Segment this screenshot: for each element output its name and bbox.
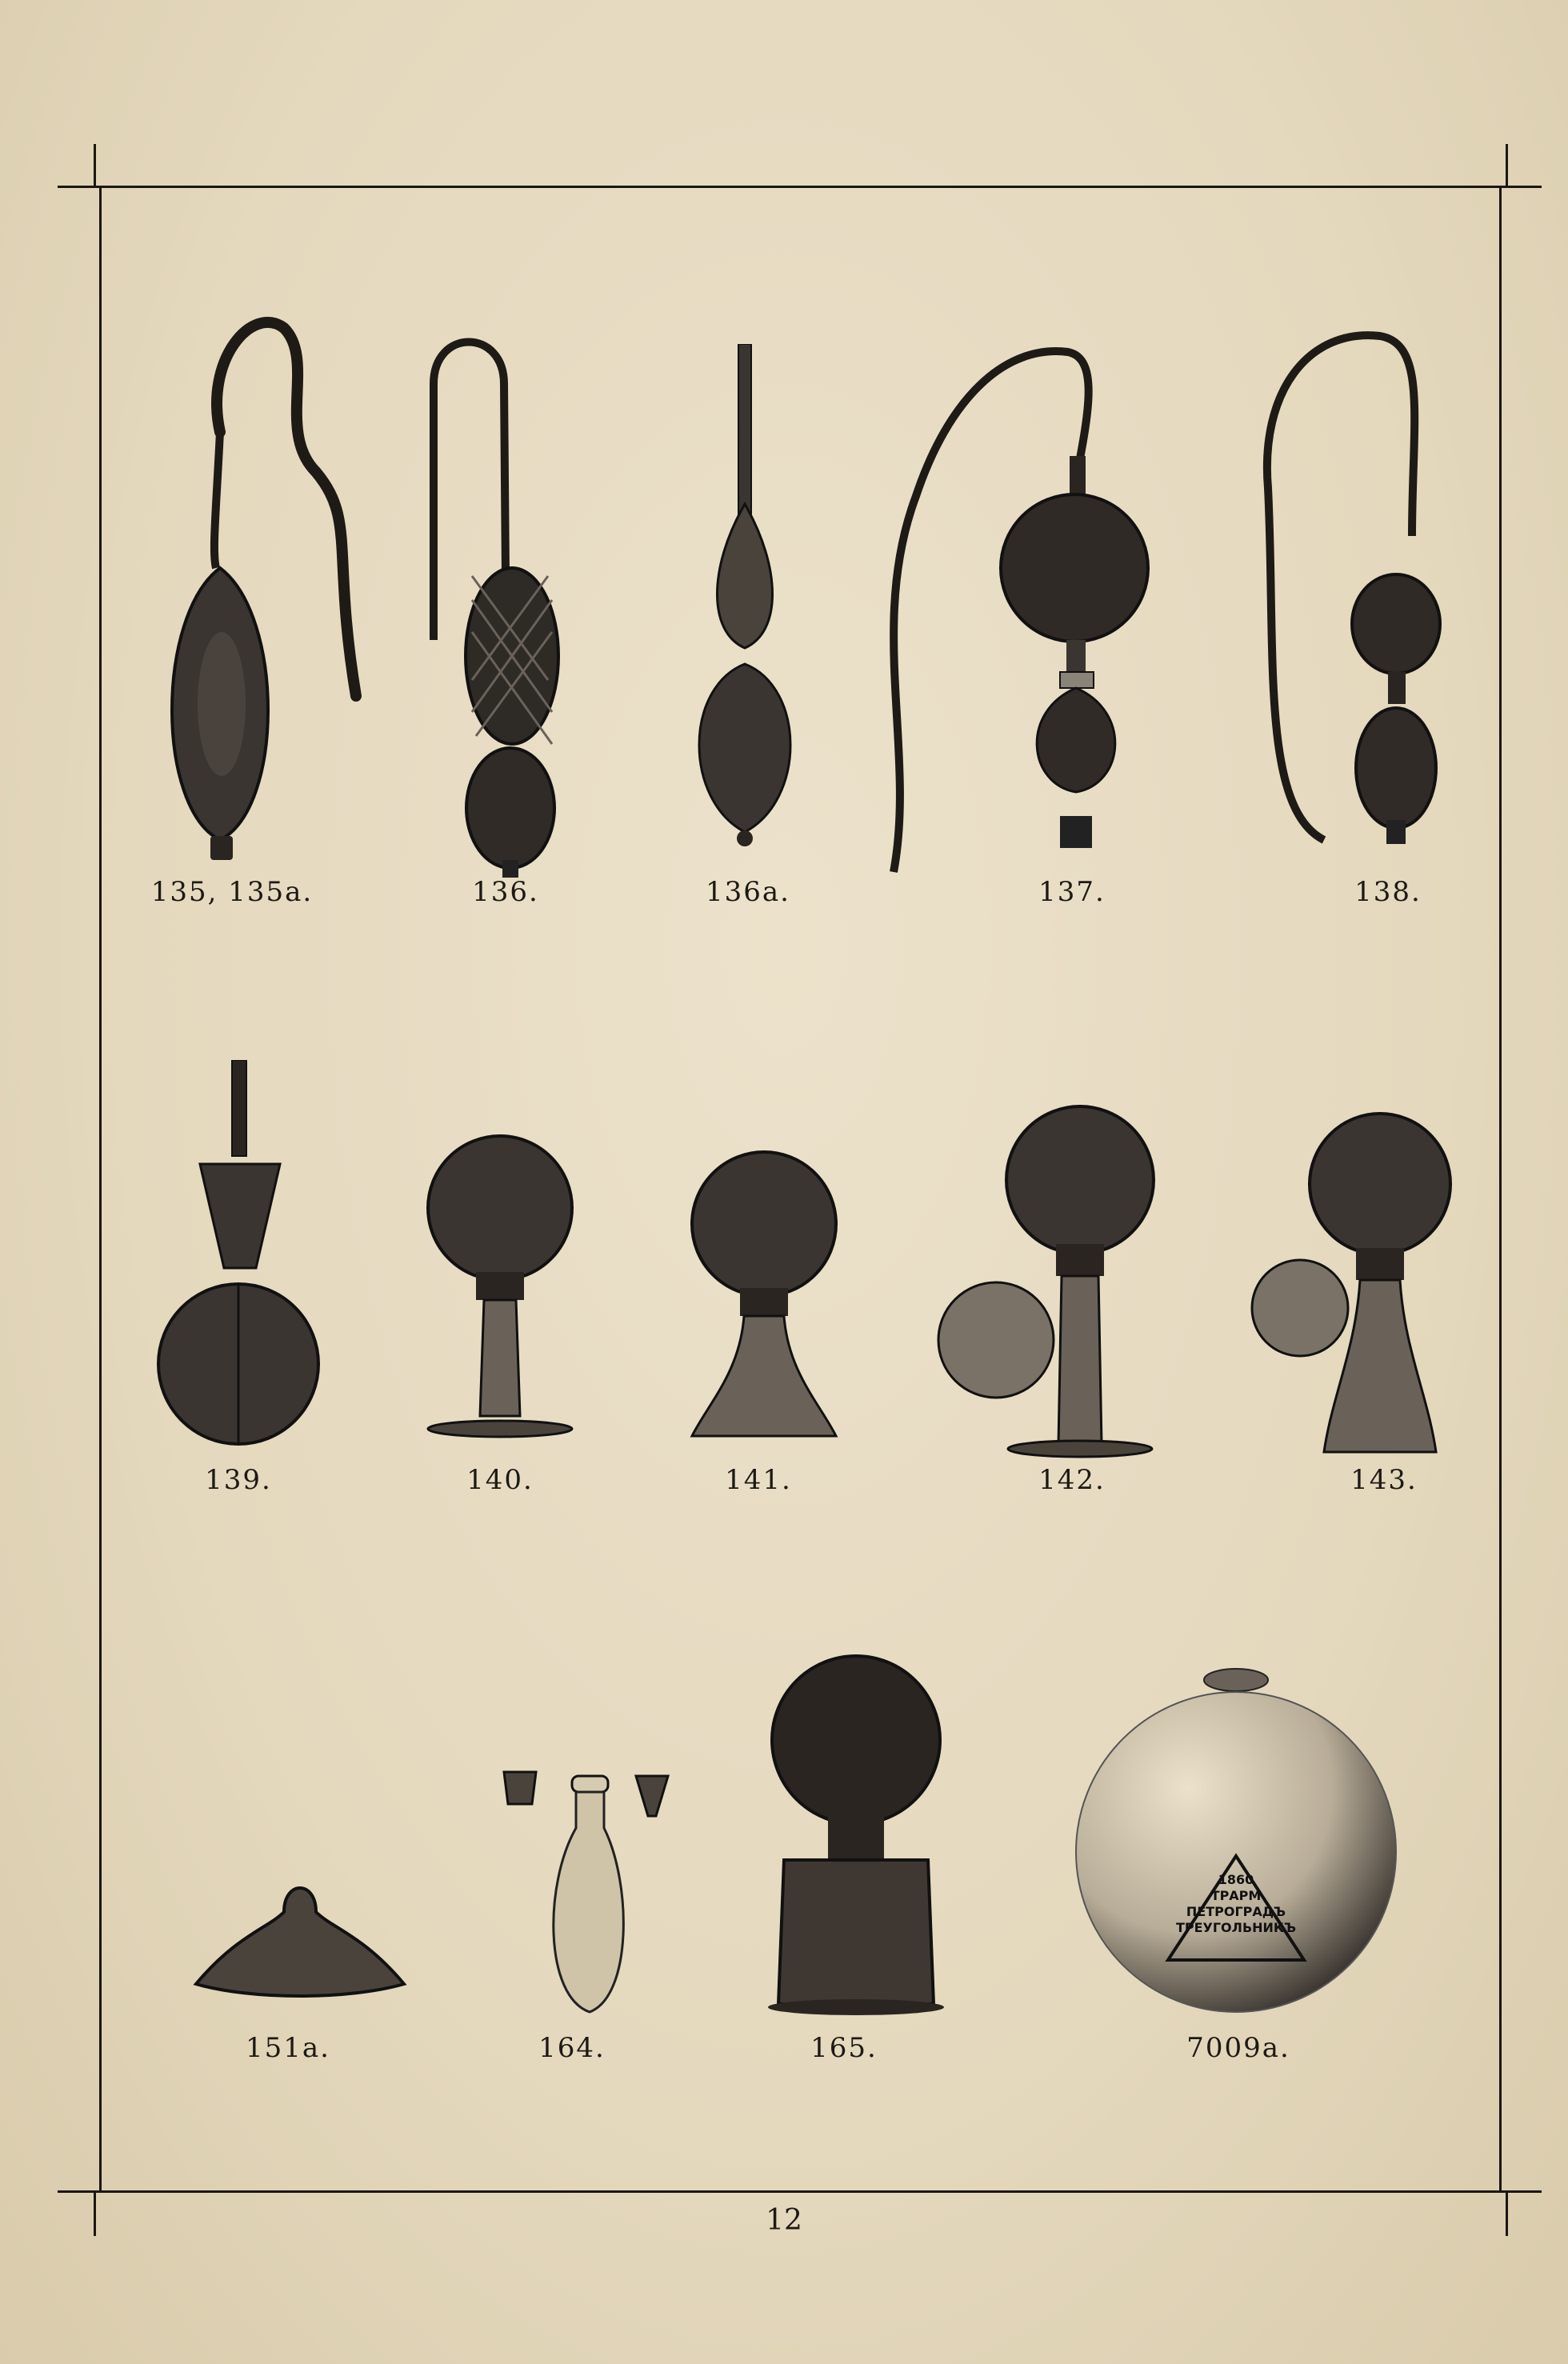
item-caption: 142. bbox=[1038, 1464, 1106, 1496]
bottom-rule bbox=[58, 2190, 1542, 2193]
page-number: 12 bbox=[766, 2204, 802, 2237]
breast-pump-flared-icon bbox=[684, 1148, 844, 1452]
top-rule bbox=[58, 186, 1542, 188]
item-caption: 143. bbox=[1350, 1464, 1418, 1496]
glass-bottle-with-stoppers-icon bbox=[496, 1756, 672, 2020]
corner-tick bbox=[1506, 144, 1508, 188]
rubber-ball-icon bbox=[1072, 1664, 1400, 2024]
breast-pump-with-reservoir-icon bbox=[932, 1100, 1156, 1460]
stamp-line: 1860 bbox=[1218, 1872, 1254, 1887]
item-caption: 140. bbox=[466, 1464, 534, 1496]
item-caption: 164. bbox=[538, 2032, 606, 2064]
stamp-line: ТРАРМ bbox=[1210, 1888, 1262, 1903]
rubber-bulb-with-tube-icon bbox=[156, 312, 388, 872]
corner-tick bbox=[94, 144, 96, 188]
left-rule bbox=[99, 186, 102, 2193]
trademark-stamp bbox=[1168, 1872, 1304, 1936]
right-rule bbox=[1499, 186, 1502, 2193]
breast-pump-icon bbox=[420, 1128, 580, 1448]
item-caption: 137. bbox=[1038, 876, 1106, 908]
item-caption: 141. bbox=[725, 1464, 792, 1496]
breast-pump-with-reservoir-icon bbox=[1244, 1108, 1452, 1460]
cupping-glass-icon bbox=[764, 1652, 948, 2020]
item-caption: 151a. bbox=[246, 2032, 330, 2064]
item-caption: 135, 135a. bbox=[150, 876, 314, 908]
triple-bulb-with-tube-icon bbox=[1244, 328, 1452, 856]
stamp-line: ПЕТРОГРАДЪ bbox=[1186, 1904, 1286, 1919]
item-caption: 139. bbox=[205, 1464, 272, 1496]
stamp-line: ТРЕУГОЛЬНИКЪ bbox=[1175, 1920, 1297, 1935]
item-caption: 136. bbox=[472, 876, 539, 908]
corner-tick bbox=[1506, 2192, 1508, 2236]
item-caption: 138. bbox=[1354, 876, 1422, 908]
double-bulb-with-tube-icon bbox=[884, 336, 1156, 880]
item-caption: 165. bbox=[810, 2032, 878, 2064]
bulb-with-nozzle-icon bbox=[684, 344, 812, 848]
ball-syringe-icon bbox=[152, 1060, 328, 1460]
netted-double-bulb-icon bbox=[416, 336, 568, 880]
item-caption: 7009a. bbox=[1186, 2032, 1290, 2064]
item-caption: 136a. bbox=[706, 876, 790, 908]
corner-tick bbox=[94, 2192, 96, 2236]
nipple-shield-icon bbox=[188, 1864, 412, 2008]
